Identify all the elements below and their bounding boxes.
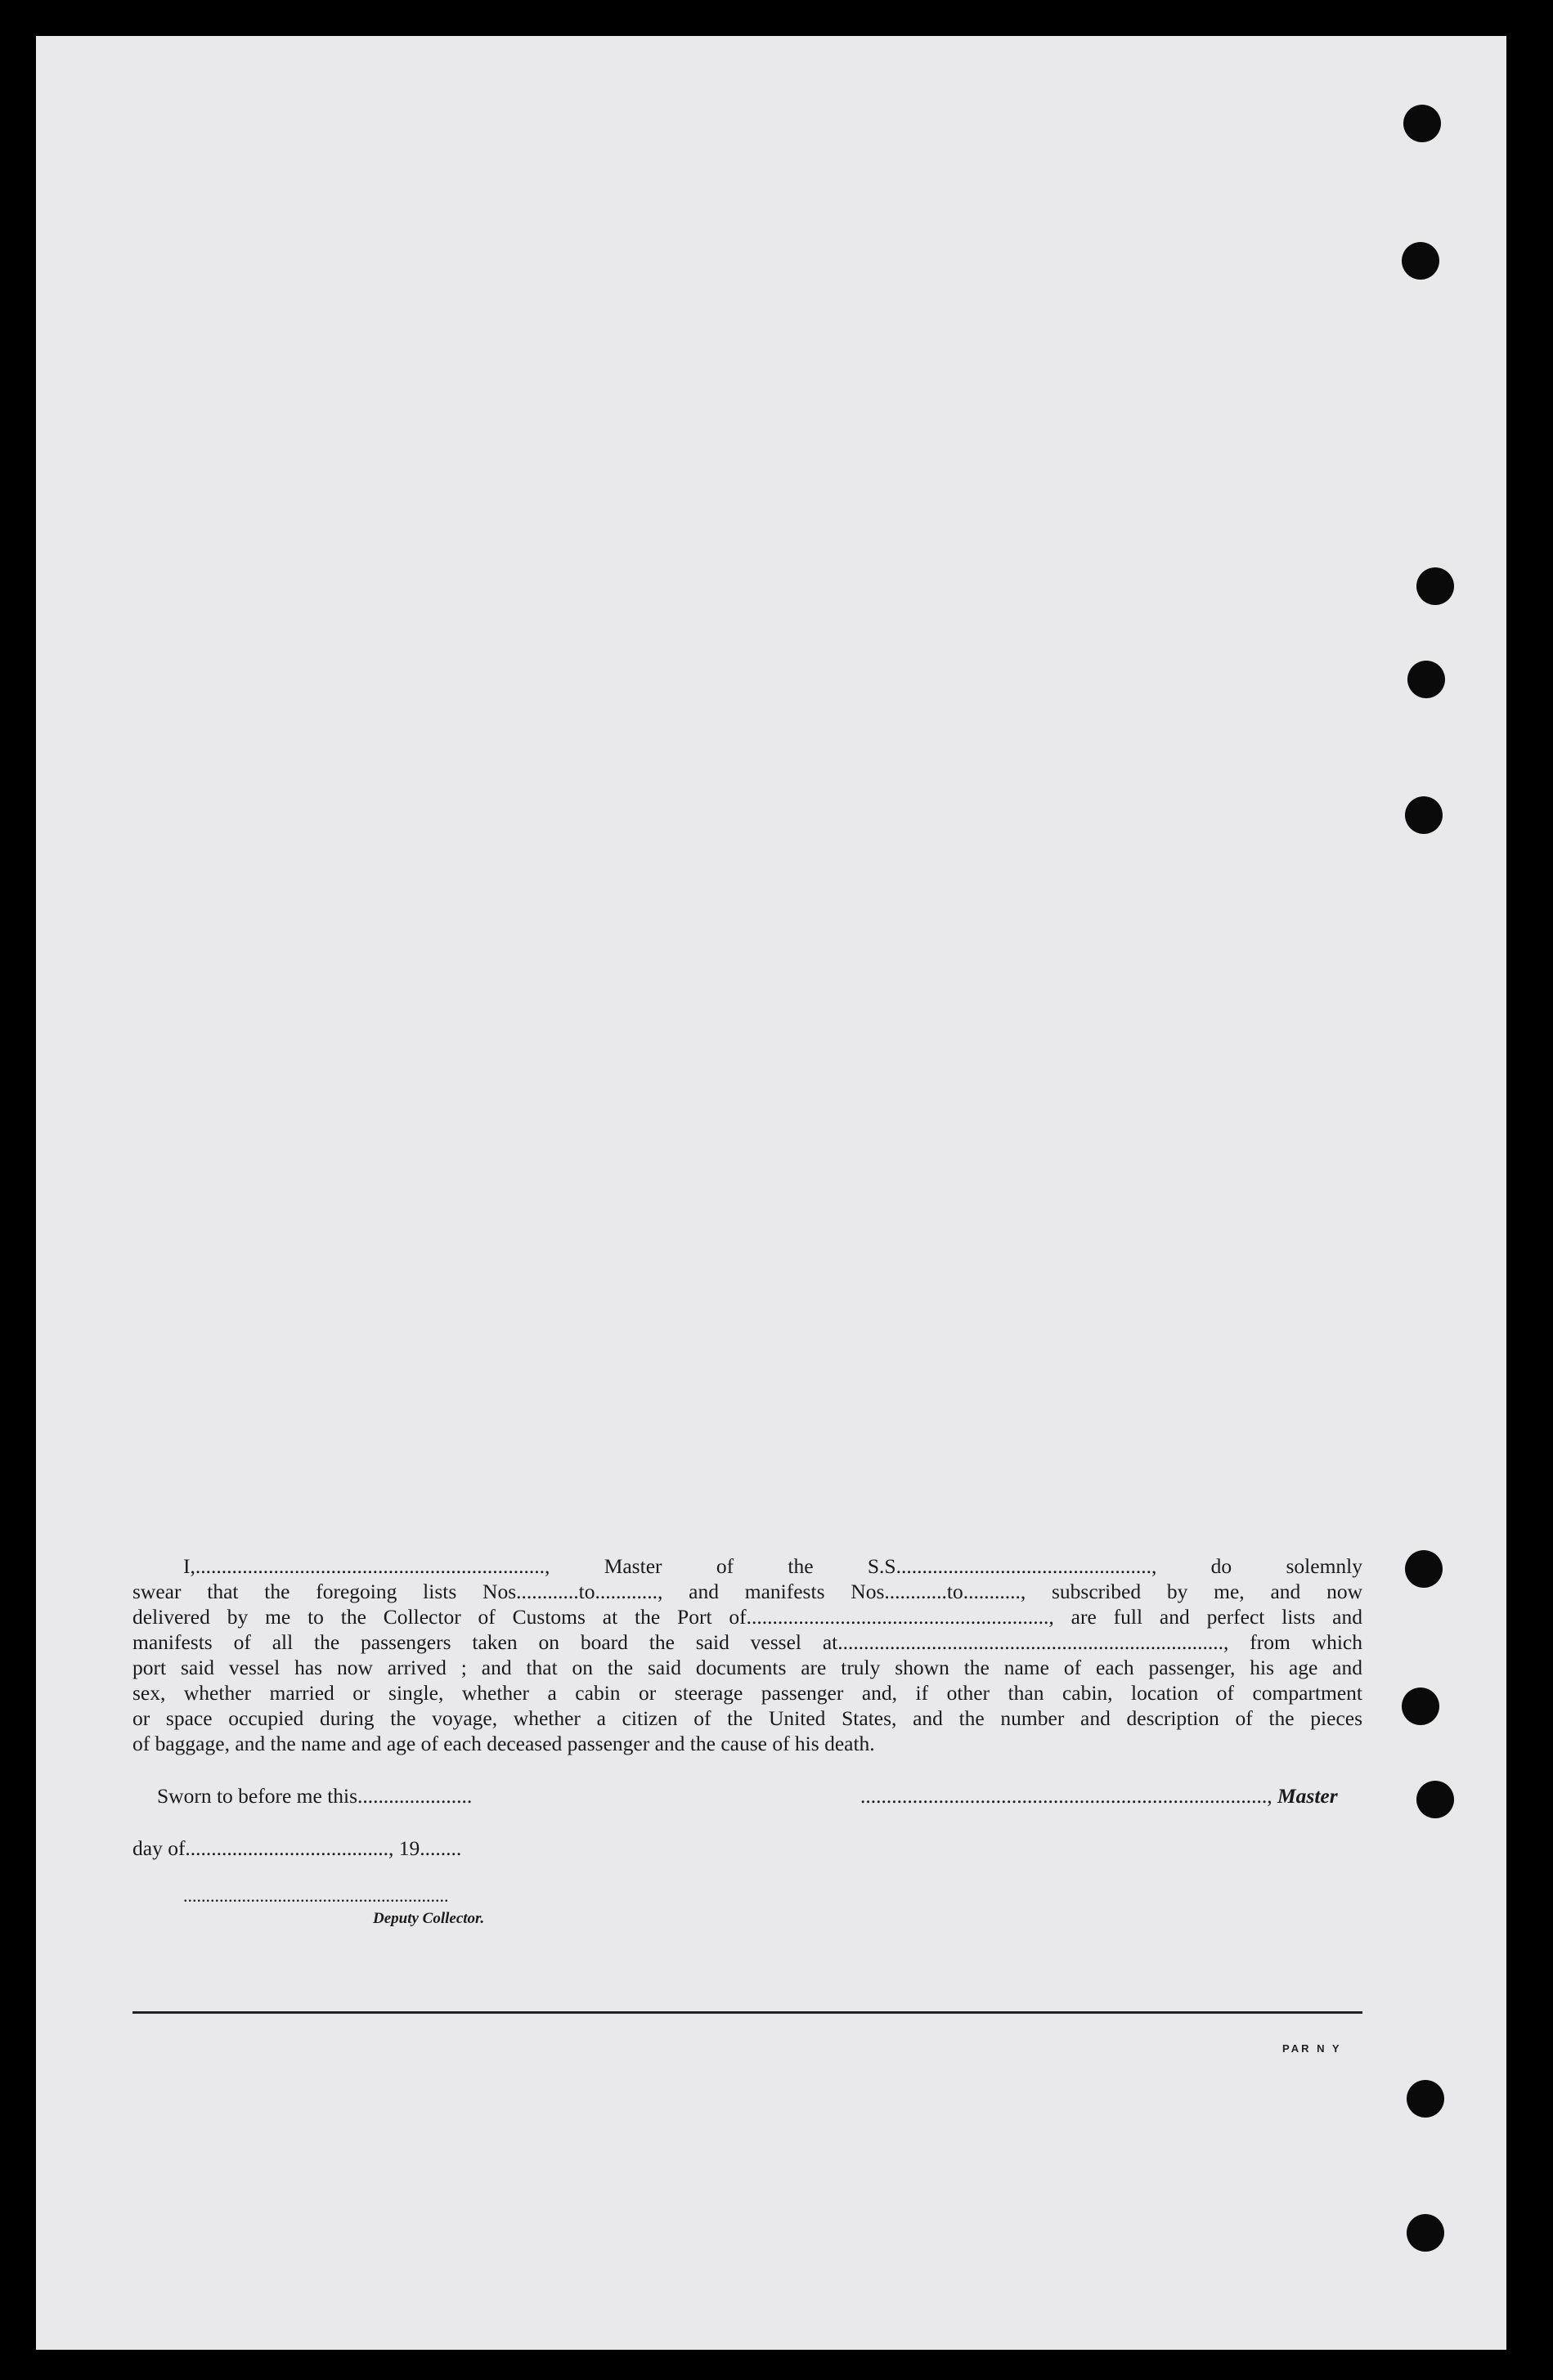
- oath-line: swear that the foregoing lists Nos............to............, and manifests Nos............to..........., subscribed by me, and now: [132, 1580, 1362, 1603]
- punch-hole: [1416, 1781, 1454, 1818]
- master-label: Master: [1277, 1784, 1338, 1808]
- oath-line: delivered by me to the Collector of Customs at the Port of.........................................................., are full and perfect lists and: [132, 1605, 1362, 1629]
- punch-hole: [1403, 105, 1441, 142]
- master-oath-paragraph: [132, 1553, 1362, 1756]
- oath-line: manifests of all the passengers taken on board the said vessel at.........................................................................., from which: [132, 1630, 1362, 1654]
- oath-line: of baggage, and the name and age of each deceased passenger and the cause of his death.: [132, 1732, 875, 1755]
- oath-line: or space occupied during the voyage, whether a citizen of the United States, and the number and description of the pieces: [132, 1706, 1362, 1730]
- sworn-before-me-line: Sworn to before me this......................: [157, 1784, 473, 1808]
- oath-line: port said vessel has now arrived ; and that on the said documents are truly shown the name of each passenger, his age and: [132, 1656, 1362, 1679]
- bottom-rule: [132, 2011, 1362, 2014]
- master-signature-dots: ..............................................................................,: [860, 1784, 1272, 1808]
- document-sheet: [36, 36, 1506, 2350]
- deputy-collector-label: Deputy Collector.: [373, 1910, 485, 1927]
- oath-line: I,..................................................................., Master of the S.S................................................., do solemnly: [183, 1554, 1362, 1578]
- punch-hole: [1405, 796, 1443, 834]
- punch-hole: [1402, 242, 1439, 280]
- oath-line: sex, whether married or single, whether a cabin or steerage passenger and, if other than cabin, location of compartment: [132, 1681, 1362, 1705]
- bleed-through-text: [936, 445, 950, 469]
- punch-hole: [1402, 1688, 1439, 1725]
- punch-hole: [1407, 2080, 1444, 2118]
- punch-hole: [1405, 1550, 1443, 1588]
- printer-mark: PAR N Y: [1282, 2042, 1342, 2055]
- master-signature-line: [860, 1784, 1338, 1809]
- day-of-line: day of......................................., 19........: [132, 1836, 462, 1860]
- punch-hole: [1416, 567, 1454, 605]
- punch-hole: [1407, 661, 1445, 698]
- deputy-signature-dots: ...........................................................: [183, 1885, 449, 1906]
- punch-hole: [1407, 2214, 1444, 2252]
